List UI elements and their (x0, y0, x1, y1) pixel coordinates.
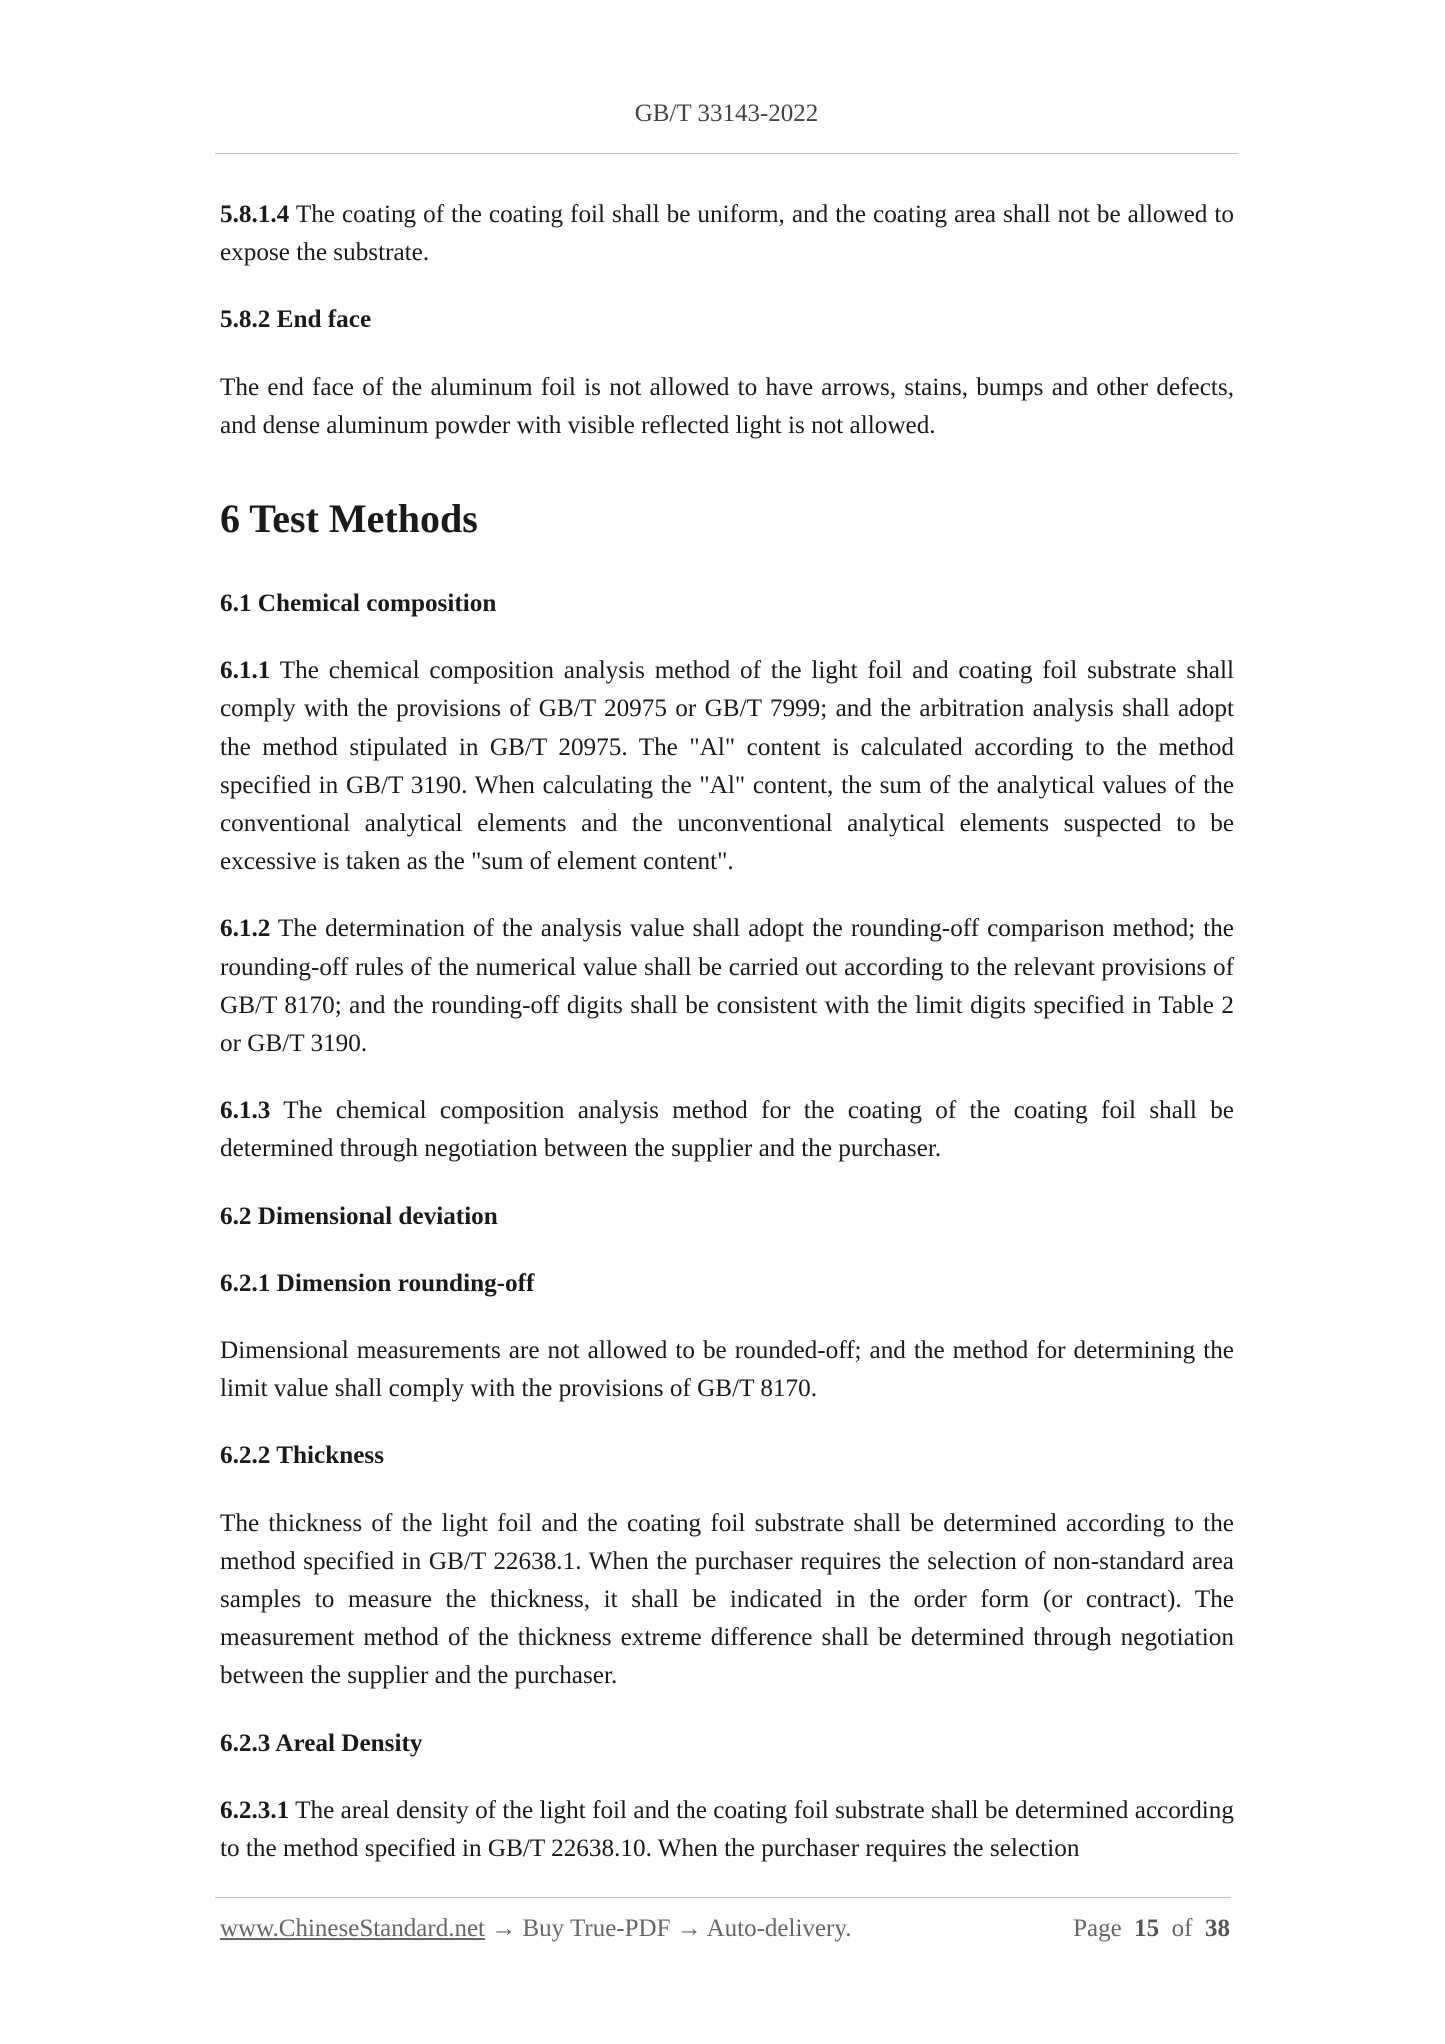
page-footer (220, 1915, 1230, 1943)
header-divider (215, 153, 1238, 154)
heading-6-2-2: 6.2.2 Thickness (220, 1442, 385, 1470)
of-label: of (1171, 1915, 1193, 1942)
clause-5-8-1-4 (220, 196, 1234, 272)
arrow-right-icon: → (676, 1915, 702, 1942)
document-id: GB/T 33143-2022 (634, 100, 819, 127)
heading-6-1: 6.1 Chemical composition (220, 590, 497, 618)
heading-5-8-2: 5.8.2 End face (220, 306, 372, 334)
section-title-6: 6 Test Methods (220, 496, 478, 542)
page-header (215, 100, 1238, 128)
page-content (220, 196, 1234, 1897)
delivery-text: Auto-delivery. (701, 1915, 852, 1942)
paragraph-end-face: The end face of the aluminum foil is not allowed to have arrows, stains, bumps and other defects, and dense aluminum powder with visible reflected light is not allowed. (220, 373, 1234, 439)
clause-text: The chemical composition analysis method of the light foil and coating foil substrate shall comply with the provisions of GB/T 20975 or GB/T 7999; and the arbitration analysis shall adopt the method stipulated in GB/T 20975. The "Al" content is calculated according to the method specified in GB/T 3190. When calculating the "Al" content, the sum of the analytical values of the conventional analytical elements and the unconventional analytical elements suspected to be excessive is taken as the "sum of element content". (220, 657, 1234, 876)
clause-6-1-3 (220, 1092, 1234, 1168)
clause-6-2-3-1 (220, 1792, 1234, 1868)
clause-6-1-1 (220, 652, 1234, 881)
footer-promo (220, 1915, 851, 1943)
page-total: 38 (1205, 1915, 1230, 1942)
arrow-right-icon: → (491, 1915, 517, 1942)
page-label: Page (1073, 1915, 1122, 1942)
page-indicator (1073, 1915, 1230, 1943)
heading-6-2-1: 6.2.1 Dimension rounding-off (220, 1269, 535, 1297)
clause-text: The determination of the analysis value shall adopt the rounding-off comparison method; the rounding-off rules of the numerical value shall be carried out according to the relevant provisions of GB/T 8170; and the rounding-off digits shall be consistent with the limit digits specified in Table 2 or GB/T 3190. (220, 915, 1234, 1058)
clause-6-1-2 (220, 910, 1234, 1063)
clause-number: 6.1.3 (220, 1097, 271, 1125)
paragraph-rounding-off: Dimensional measurements are not allowed to be rounded-off; and the method for determining the limit value shall comply with the provisions of GB/T 8170. (220, 1337, 1234, 1403)
clause-number: 5.8.1.4 (220, 201, 290, 228)
buy-text: Buy True-PDF (516, 1915, 677, 1942)
clause-number: 6.1.2 (220, 915, 271, 943)
heading-6-2-3: 6.2.3 Areal Density (220, 1729, 423, 1757)
clause-text: The coating of the coating foil shall be uniform, and the coating area shall not be allowed to expose the substrate. (220, 201, 1234, 267)
heading-6-2: 6.2 Dimensional deviation (220, 1202, 498, 1230)
paragraph-thickness: The thickness of the light foil and the coating foil substrate shall be determined according to the method specified in GB/T 22638.1. When the purchaser requires the selection of non-standard area samples to measure the thickness, it shall be indicated in the order form (or contract). The measurement method of the thickness extreme difference shall be determined through negotiation between the supplier and the purchaser. (220, 1509, 1234, 1690)
page-current: 15 (1134, 1915, 1160, 1942)
clause-text: The chemical composition analysis method for the coating of the coating foil shall be determined through negotiation between the supplier and the purchaser. (220, 1097, 1234, 1163)
website-link[interactable]: www.ChineseStandard.net (220, 1915, 485, 1942)
clause-number: 6.1.1 (220, 657, 271, 685)
clause-text: The areal density of the light foil and the coating foil substrate shall be determined according to the method specified in GB/T 22638.10. When the purchaser requires the selection (220, 1796, 1234, 1863)
footer-divider (215, 1897, 1231, 1898)
clause-number: 6.2.3.1 (220, 1796, 290, 1824)
